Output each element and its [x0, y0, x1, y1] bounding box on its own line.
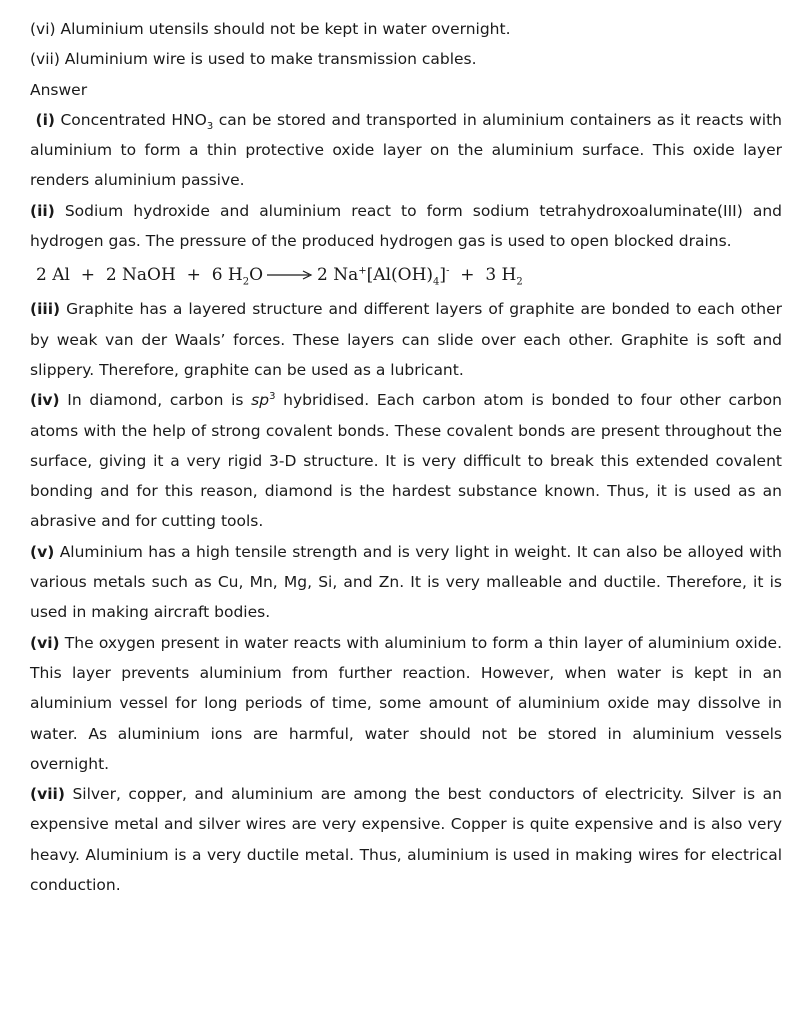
reaction-arrow-icon [267, 269, 313, 281]
eq-water-h: 6 H [211, 265, 243, 286]
answer-2-number: (ii) [30, 201, 55, 220]
answer-5 [30, 537, 782, 628]
eq-reactant-water [212, 258, 263, 292]
answer-5-text: Aluminium has a high tensile strength and is very light in weight. It can also be alloyed with various metals such as Cu, Mn, Mg, Si, and Zn. It is very malleable and ductile. Therefore, it is used in making aircraft bodies. [30, 542, 782, 622]
eq-complex-sup: + [358, 265, 367, 277]
eq-product-complex [317, 258, 449, 292]
answer-1-text-after: can be stored and transported in aluminium containers as it reacts with aluminium to form a thin protective oxide layer on the aluminium surface. This oxide layer renders aluminium passive. [30, 110, 782, 190]
eq-hydrogen-h: 3 H [485, 265, 517, 286]
answer-6 [30, 628, 782, 779]
question-6: (vi) Aluminium utensils should not be kept in water overnight. [30, 20, 511, 38]
answer-1-number: (i) [35, 110, 55, 129]
answer-7 [30, 779, 782, 900]
eq-reactant-naoh: 2 NaOH [105, 265, 176, 286]
answer-6-number: (vi) [30, 633, 60, 652]
answer-1 [30, 105, 782, 196]
answer-3-number: (iii) [30, 300, 61, 319]
answer-1-text-before: Concentrated HNO [60, 110, 207, 129]
answer-6-text: The oxygen present in water reacts with aluminium to form a thin layer of aluminium oxide. This layer prevents aluminium from further reaction. However, when water is kept in an aluminium vessel for long periods of time, some amount of aluminium oxide may dissolve in water. As aluminium ions are harmful, water should not be stored in aluminium vessels overnight. [30, 633, 782, 773]
eq-plus-3: + [460, 265, 475, 286]
eq-plus-2: + [186, 265, 201, 286]
eq-reactant-al: 2 Al [36, 265, 70, 286]
eq-hydrogen-sub: 2 [516, 276, 523, 288]
answer-4-superscript: 3 [269, 391, 276, 403]
answer-2-text: Sodium hydroxide and aluminium react to form sodium tetrahydroxoaluminate(III) and hydrogen gas. The pressure of the produced hydrogen gas is used to open blocked drains. [30, 201, 782, 251]
answer-7-number: (vii) [30, 785, 65, 804]
answer-4-number: (iv) [30, 391, 60, 410]
document-page [30, 14, 782, 900]
chemical-equation [30, 256, 782, 294]
answer-1-subscript: 3 [206, 120, 214, 132]
eq-complex-charge: - [446, 265, 450, 277]
answer-4-text-before: In diamond, carbon is [67, 391, 252, 410]
answer-4-italic: sp [251, 391, 270, 410]
answer-4 [30, 385, 782, 536]
answer-heading: Answer [30, 80, 88, 99]
answer-7-text: Silver, copper, and aluminium are among the best conductors of electricity. Silver is an expensive metal and silver wires are very expensive. Copper is quite expensive and is also very heavy. Aluminium is a very ductile metal. Thus, aluminium is used in making wires for electrical conduction. [30, 785, 782, 895]
answer-5-number: (v) [30, 542, 55, 561]
eq-water-sub: 2 [242, 276, 250, 288]
eq-complex-aloh: [Al(OH) [366, 265, 434, 286]
question-7: (vii) Aluminium wire is used to make transmission cables. [30, 50, 477, 69]
answer-2 [30, 196, 782, 257]
eq-plus-1: + [80, 265, 95, 286]
eq-water-o: O [249, 265, 264, 286]
answer-3 [30, 294, 782, 385]
eq-complex-na: 2 Na [317, 265, 359, 286]
answer-3-text: Graphite has a layered structure and different layers of graphite are bonded to each other by weak van der Waals’ forces. These layers can slide over each other. Graphite is soft and slippery. Therefore, graphite can be used as a lubricant. [30, 300, 782, 379]
eq-complex-bracket: ] [439, 265, 447, 286]
eq-product-hydrogen [485, 258, 522, 292]
eq-complex-sub: 4 [433, 276, 440, 288]
answer-4-text-after: hybridised. Each carbon atom is bonded to four other carbon atoms with the help of strong covalent bonds. These covalent bonds are present throughout the surface, giving it a very rigid 3-D structure. It is very difficult to break this extended covalent bonding and for this reason, diamond is the hardest substance known. Thus, it is used as an abrasive and for cutting tools. [30, 391, 782, 531]
